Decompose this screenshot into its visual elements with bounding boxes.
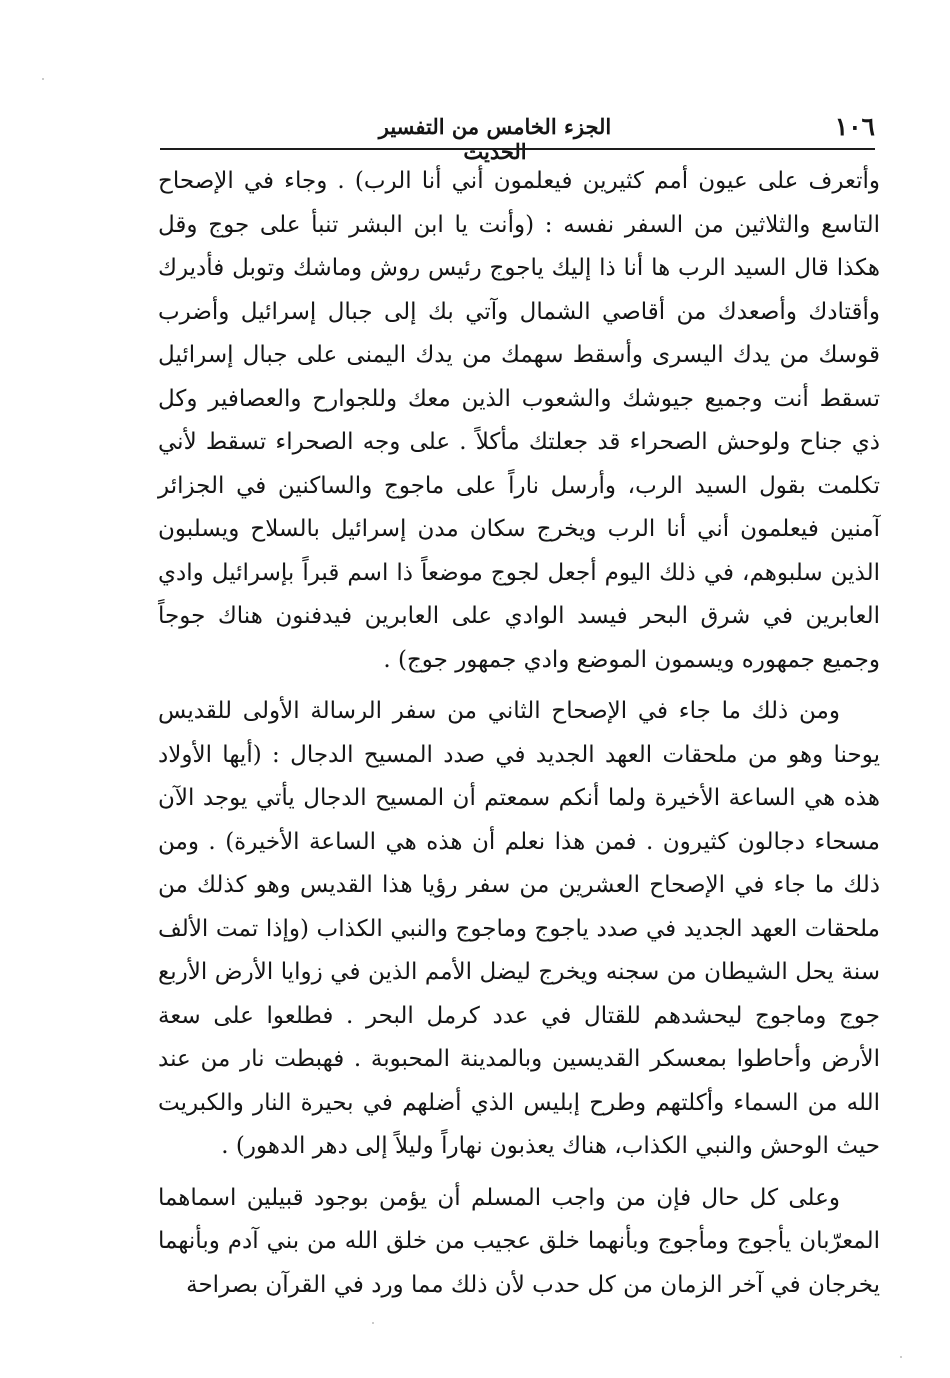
paragraph-conclusion: وعلى كل حال فإن من واجب المسلم أن يؤمن بوجود قبيلين اسماهما المعرّبان يأجوج ومأجوج وبأنهما خلق عجيب من خلق الله من بني آدم وبأنهما يخرجان في آخر الزمان من كل حدب لأن ذلك مما ورد في القرآن بصراحة: [158, 1184, 880, 1298]
running-head: [160, 112, 875, 164]
header-rule: [160, 148, 875, 150]
page-body: [158, 160, 880, 1307]
paragraph-john-revelation: ومن ذلك ما جاء في الإصحاح الثاني من سفر الرسالة الأولى للقديس يوحنا وهو من ملحقات العهد الجديد في صدد المسيح الدجال : (أيها الأولاد هذه هي الساعة الأخيرة ولما أنكم سمعتم أن المسيح الدجال يأتي يوجد الآن مسحاء دجالون كثيرون . فمن هذا نعلم أن هذه هي الساعة الأخيرة) . ومن ذلك ما جاء في الإصحاح العشرين من سفر رؤيا هذا القديس وهو كذلك من ملحقات العهد الجديد في صدد ياجوج وماجوج والنبي الكذاب (وإذا تمت الألف سنة يحل الشيطان من سجنه ويخرج ليضل الأمم الذين في زوايا الأرض الأربع جوج وماجوج ليحشدهم للقتال في عدد كرمل البحر . فطلعوا على سعة الأرض وأحاطوا بمعسكر القديسين وبالمدينة المحبوبة . فهبطت نار من عند الله من السماء وأكلتهم وطرح إبليس الذي أضلهم في بحيرة النار والكبريت حيث الوحش والنبي الكذاب، هناك يعذبون نهاراً وليلاً إلى دهر الدهور) .: [158, 698, 880, 1159]
book-title: الجزء الخامس من التفسير الحديث: [378, 114, 612, 164]
scan-speck: [900, 1356, 902, 1358]
scan-speck: [372, 1322, 374, 1324]
paragraph-ezekiel-quote: وأتعرف على عيون أمم كثيرين فيعلمون أني أنا الرب) . وجاء في الإصحاح التاسع والثلاثين من السفر نفسه : (وأنت يا ابن البشر تنبأ على جوج وقل هكذا قال السيد الرب ها أنا ذا إليك ياجوج رئيس روش وماشك وتوبل فأديرك وأقتادك وأصعدك من أقاصي الشمال وآتي بك إلى جبال إسرائيل وأضرب قوسك من يدك اليسرى وأسقط سهمك من يدك اليمنى على جبال إسرائيل تسقط أنت وجميع جيوشك والشعوب الذين معك وللجوارح والعصافير وكل ذي جناح ولوحش الصحراء قد جعلتك مأكلاً . على وجه الصحراء تسقط لأني تكلمت بقول السيد الرب، وأرسل ناراً على ماجوج والساكنين في الجزائر آمنين فيعلمون أني أنا الرب ويخرج سكان مدن إسرائيل بالسلاح ويسلبون الذين سلبوهم، في ذلك اليوم أجعل لجوج موضعاً ذا اسم قبراً بإسرائيل وادي العابرين في شرق البحر فيسد الوادي على العابرين فيدفنون هناك جوجاً وجميع جمهوره ويسمون الموضع وادي جمهور جوج) .: [158, 168, 880, 673]
scan-speck: [42, 78, 44, 80]
page-number: ١٠٦: [834, 112, 875, 141]
